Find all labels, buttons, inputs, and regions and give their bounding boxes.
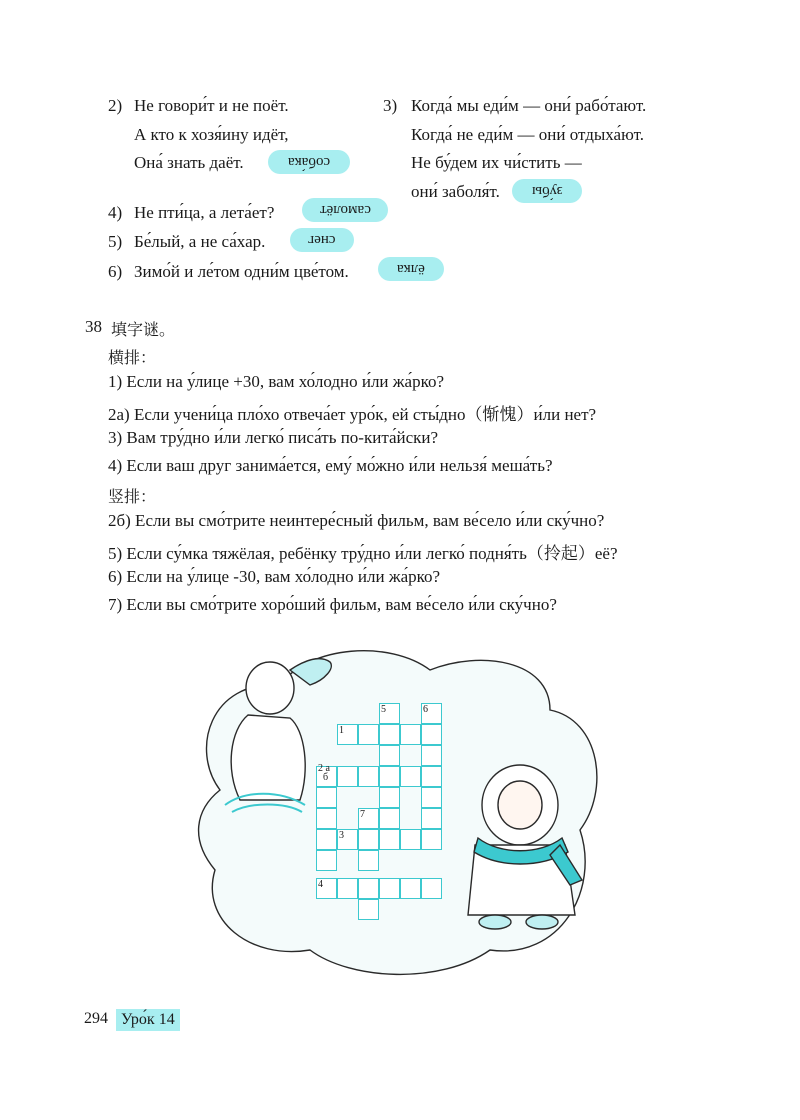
crossword-cell[interactable] — [379, 724, 400, 745]
crossword-cell[interactable] — [400, 724, 421, 745]
crossword-number-2b: б — [323, 772, 329, 783]
riddle-4-number: 4) — [108, 203, 123, 222]
riddle-2-number: 2) — [108, 96, 123, 115]
crossword-cell[interactable] — [421, 878, 442, 899]
crossword-cell[interactable] — [379, 787, 400, 808]
crossword-cell[interactable] — [358, 829, 379, 850]
page-number: 294 — [84, 1010, 108, 1027]
crossword-cell[interactable] — [358, 850, 379, 871]
riddle-2-line-2: А кто к хозя́ину идёт, — [134, 125, 289, 144]
crossword-cell[interactable] — [358, 766, 379, 787]
crossword-cell[interactable] — [421, 745, 442, 766]
down-clue-2b: 2б) Если вы смо́трите неинтере́сный фильм, вам ве́село и́ли ску́чно? — [108, 511, 605, 530]
down-label: 竖排： — [108, 487, 157, 506]
crossword-cell[interactable] — [421, 787, 442, 808]
riddle-6-answer: ёлка — [378, 257, 444, 281]
crossword-cell[interactable] — [316, 808, 337, 829]
crossword-number-7: 7 — [360, 809, 365, 820]
crossword-number-3: 3 — [339, 830, 344, 841]
crossword-illustration — [190, 640, 610, 980]
down-clue-5: 5) Если су́мка тяжёлая, ребёнку тру́дно и́ли легко́ подня́ть（拎起）её? — [108, 544, 618, 563]
crossword-cell[interactable] — [316, 850, 337, 871]
crossword-cell[interactable] — [316, 829, 337, 850]
crossword-cell[interactable] — [421, 724, 442, 745]
exercise-title: 填字谜。 — [111, 320, 176, 339]
riddle-3-line-3: Не бу́дем их чи́стить — — [411, 153, 582, 172]
crossword-cell[interactable] — [379, 745, 400, 766]
crossword-cell[interactable] — [358, 899, 379, 920]
riddle-5-number: 5) — [108, 232, 123, 251]
crossword-cell[interactable] — [358, 724, 379, 745]
exercise-number: 38 — [85, 317, 102, 336]
riddle-6-line-1: Зимо́й и ле́том одни́м цве́том. — [134, 262, 349, 281]
crossword-number-4: 4 — [318, 879, 323, 890]
crossword-cell[interactable] — [400, 766, 421, 787]
crossword-number-5: 5 — [381, 704, 386, 715]
riddle-2-line-1: Не говори́т и не поёт. — [134, 96, 289, 115]
across-label: 横排： — [108, 348, 157, 367]
down-clue-7: 7) Если вы смо́трите хоро́ший фильм, вам ве́село и́ли ску́чно? — [108, 595, 557, 614]
crossword-cell[interactable] — [316, 787, 337, 808]
crossword-number-2a: 2 а — [318, 763, 330, 774]
riddle-6-number: 6) — [108, 262, 123, 281]
riddle-5-line-1: Бе́лый, а не са́хар. — [134, 232, 266, 251]
crossword-number-1: 1 — [339, 725, 344, 736]
riddle-3-number: 3) — [383, 96, 398, 115]
riddle-3-line-4: они́ заболя́т. — [411, 182, 500, 201]
lesson-tag: Уро́к 14 — [116, 1009, 180, 1031]
crossword-cell[interactable] — [379, 766, 400, 787]
crossword-cell[interactable] — [379, 829, 400, 850]
crossword-cell[interactable] — [337, 766, 358, 787]
riddle-4-line-1: Не пти́ца, а лета́ет? — [134, 203, 275, 222]
riddle-2-answer: соба́ка — [268, 150, 350, 174]
crossword-cell[interactable] — [400, 878, 421, 899]
riddle-2-line-3: Она́ знать даёт. — [134, 153, 244, 172]
crossword-cell[interactable] — [421, 829, 442, 850]
riddle-3-answer: зу́бы — [512, 179, 582, 203]
crossword-cell[interactable] — [421, 808, 442, 829]
crossword-cell[interactable] — [379, 878, 400, 899]
crossword-cell[interactable] — [358, 878, 379, 899]
crossword-cell[interactable] — [400, 829, 421, 850]
riddle-3-line-2: Когда́ не еди́м — они́ отдыха́ют. — [411, 125, 644, 144]
riddle-5-answer: снег — [290, 228, 354, 252]
across-clue-2a: 2а) Если учени́ца пло́хо отвеча́ет уро́к, ей сты́дно（惭愧）и́ли нет? — [108, 405, 597, 424]
crossword-number-6: 6 — [423, 704, 428, 715]
riddle-3-line-1: Когда́ мы еди́м — они́ рабо́тают. — [411, 96, 647, 115]
crossword-cell[interactable] — [337, 878, 358, 899]
down-clue-6: 6) Если на у́лице -30, вам хо́лодно и́ли жа́рко? — [108, 567, 441, 586]
riddle-4-answer: самолёт — [302, 198, 388, 222]
crossword-cell[interactable] — [421, 766, 442, 787]
across-clue-3: 3) Вам тру́дно и́ли легко́ писа́ть по-кита́йски? — [108, 428, 439, 447]
across-clue-1: 1) Если на у́лице +30, вам хо́лодно и́ли жа́рко? — [108, 372, 445, 391]
crossword-cell[interactable] — [379, 808, 400, 829]
across-clue-4: 4) Если ваш друг занима́ется, ему́ мо́жно и́ли нельзя́ меша́ть? — [108, 456, 553, 475]
